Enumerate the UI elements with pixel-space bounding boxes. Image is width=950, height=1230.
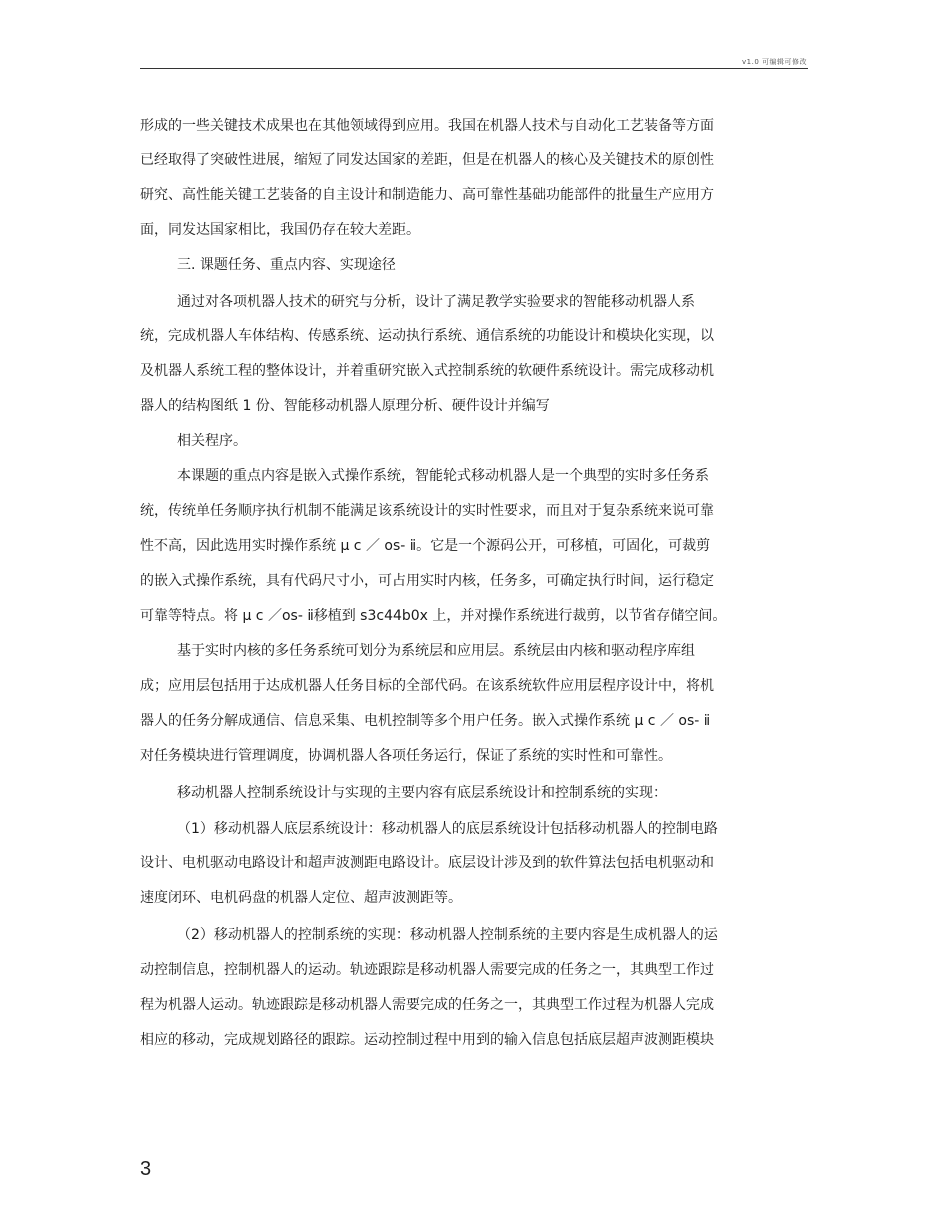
text-line: 形成的一些关键技术成果也在其他领域得到应用。我国在机器人技术与自动化工艺装备等方面 bbox=[140, 118, 714, 134]
text-line: 统，完成机器人车体结构、传感系统、运动执行系统、通信系统的功能设计和模块化实现，以 bbox=[140, 328, 714, 344]
text-line: 已经取得了突破性进展，缩短了同发达国家的差距，但是在机器人的核心及关键技术的原创性 bbox=[140, 152, 714, 168]
page-number: 3 bbox=[140, 1158, 152, 1180]
text-line: 器人的任务分解成通信、信息采集、电机控制等多个用户任务。嵌入式操作系统 μ c ／ os- ⅱ bbox=[140, 713, 711, 729]
text-line: 动控制信息，控制机器人的运动。轨迹跟踪是移动机器人需要完成的任务之一，其典型工作过 bbox=[140, 962, 714, 978]
text-line: （1）移动机器人底层系统设计：移动机器人的底层系统设计包括移动机器人的控制电路 bbox=[177, 821, 718, 837]
text-line: 设计、电机驱动电路设计和超声波测距电路设计。底层设计涉及到的软件算法包括电机驱动和 bbox=[140, 855, 714, 871]
text-line: 的嵌入式操作系统，具有代码尺寸小，可占用实时内核，任务多，可确定执行时间，运行稳定 bbox=[140, 573, 714, 589]
text-line: 基于实时内核的多任务系统可划分为系统层和应用层。系统层由内核和驱动程序库组 bbox=[177, 643, 695, 659]
text-line: （2）移动机器人的控制系统的实现：移动机器人控制系统的主要内容是生成机器人的运 bbox=[177, 927, 718, 943]
text-line: 可靠等特点。将 μ c ／os- ⅱ移植到 s3c44b0x 上，并对操作系统进行裁剪，以节省存储空间。 bbox=[140, 608, 727, 624]
text-line: 程为机器人运动。轨迹跟踪是移动机器人需要完成的任务之一，其典型工作过程为机器人完成 bbox=[140, 997, 714, 1013]
text-line: 面，同发达国家相比，我国仍存在较大差距。 bbox=[140, 222, 420, 238]
text-line: 统，传统单任务顺序执行机制不能满足该系统设计的实时性要求，而且对于复杂系统来说可靠 bbox=[140, 503, 714, 519]
text-line: 成；应用层包括用于达成机器人任务目标的全部代码。在该系统软件应用层程序设计中，将机 bbox=[140, 678, 714, 694]
text-line: 性不高，因此选用实时操作系统 μ c ／ os- ⅱ。它是一个源码公开，可移植，可固化，可裁剪 bbox=[140, 538, 711, 554]
text-line: 研究、高性能关键工艺装备的自主设计和制造能力、高可靠性基础功能部件的批量生产应用方 bbox=[140, 187, 714, 203]
text-line: 移动机器人控制系统设计与实现的主要内容有底层系统设计和控制系统的实现： bbox=[177, 785, 667, 801]
text-line: 相关程序。 bbox=[177, 433, 247, 449]
text-line: 速度闭环、电机码盘的机器人定位、超声波测距等。 bbox=[140, 890, 462, 906]
text-line: 器人的结构图纸 1 份、智能移动机器人原理分析、硬件设计并编写 bbox=[140, 398, 550, 414]
text-line: 对任务模块进行管理调度，协调机器人各项任务运行，保证了系统的实时性和可靠性。 bbox=[140, 748, 672, 764]
text-line: 通过对各项机器人技术的研究与分析，设计了满足教学实验要求的智能移动机器人系 bbox=[177, 294, 695, 310]
section-heading: 三. 课题任务、重点内容、实现途径 bbox=[177, 257, 396, 273]
text-line: 及机器人系统工程的整体设计，并着重研究嵌入式控制系统的软硬件系统设计。需完成移动机 bbox=[140, 363, 714, 379]
text-line: 本课题的重点内容是嵌入式操作系统，智能轮式移动机器人是一个典型的实时多任务系 bbox=[177, 468, 709, 484]
header-note: v1.0 可编辑可修改 bbox=[742, 58, 807, 66]
header-rule bbox=[140, 68, 808, 69]
text-line: 相应的移动，完成规划路径的跟踪。运动控制过程中用到的输入信息包括底层超声波测距模块 bbox=[140, 1032, 714, 1048]
